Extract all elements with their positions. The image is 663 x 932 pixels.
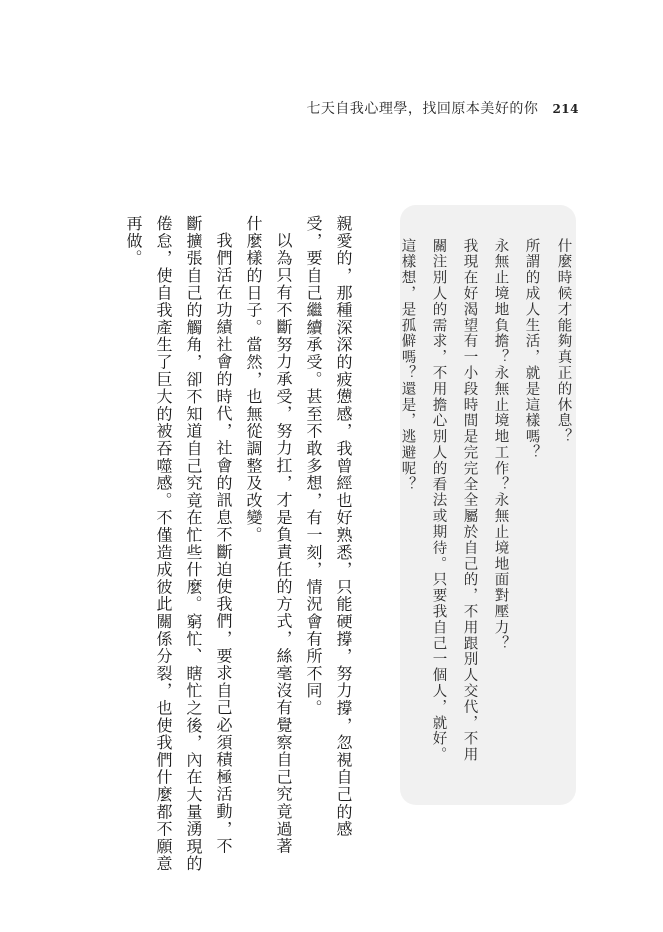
body-line: 我們活在功績社會的時代，社會的訊息不斷迫使我們，要求自己必須積極活動，不 — [214, 232, 233, 855]
running-header — [306, 98, 579, 118]
body-line: 什麼樣的日子。當然，也無從調整及改變。 — [244, 215, 263, 544]
body-line: 親愛的，那種深深的疲憊感，我曾經也好熟悉，只能硬撐，努力撐，忽視自己的感 — [334, 215, 353, 838]
book-title: 七天自我心理學，找回原本美好的你 — [306, 101, 539, 117]
callout-line: 我現在好渴望有一小段時間是完完全全屬於自己的，不用跟別人交代，不用 — [461, 238, 478, 763]
body-line: 倦怠，使自我產生了巨大的被吞噬感。不僅造成彼此關係分裂，也使我們什麼都不願意 — [154, 215, 173, 873]
callout-line: 所謂的成人生活，就是這樣嗎？ — [523, 238, 540, 461]
body-line: 斷擴張自己的觸角，卻不知道自己究竟在忙些什麼。窮忙、瞎忙之後，內在大量湧現的 — [184, 215, 203, 873]
callout-line: 這樣想，是孤僻嗎？還是，逃避呢？ — [399, 238, 416, 493]
callout-line: 什麼時候才能夠真正的休息？ — [555, 238, 572, 445]
body-line: 以為只有不斷努力承受，努力扛，才是負責任的方式，絲毫沒有覺察自己究竟過著 — [274, 232, 293, 855]
body-line: 再做。 — [124, 215, 143, 267]
callout-box — [400, 205, 576, 805]
callout-line: 永無止境地負擔？永無止境地工作？永無止境地面對壓力？ — [492, 238, 509, 652]
body-line: 受，要自己繼續承受。甚至不敢多想，有一刻，情況會有所不同。 — [304, 215, 323, 717]
callout-line: 關注別人的需求，不用擔心別人的看法或期待。只要我自己一個人，就好。 — [430, 238, 447, 763]
page-number: 214 — [552, 102, 579, 116]
